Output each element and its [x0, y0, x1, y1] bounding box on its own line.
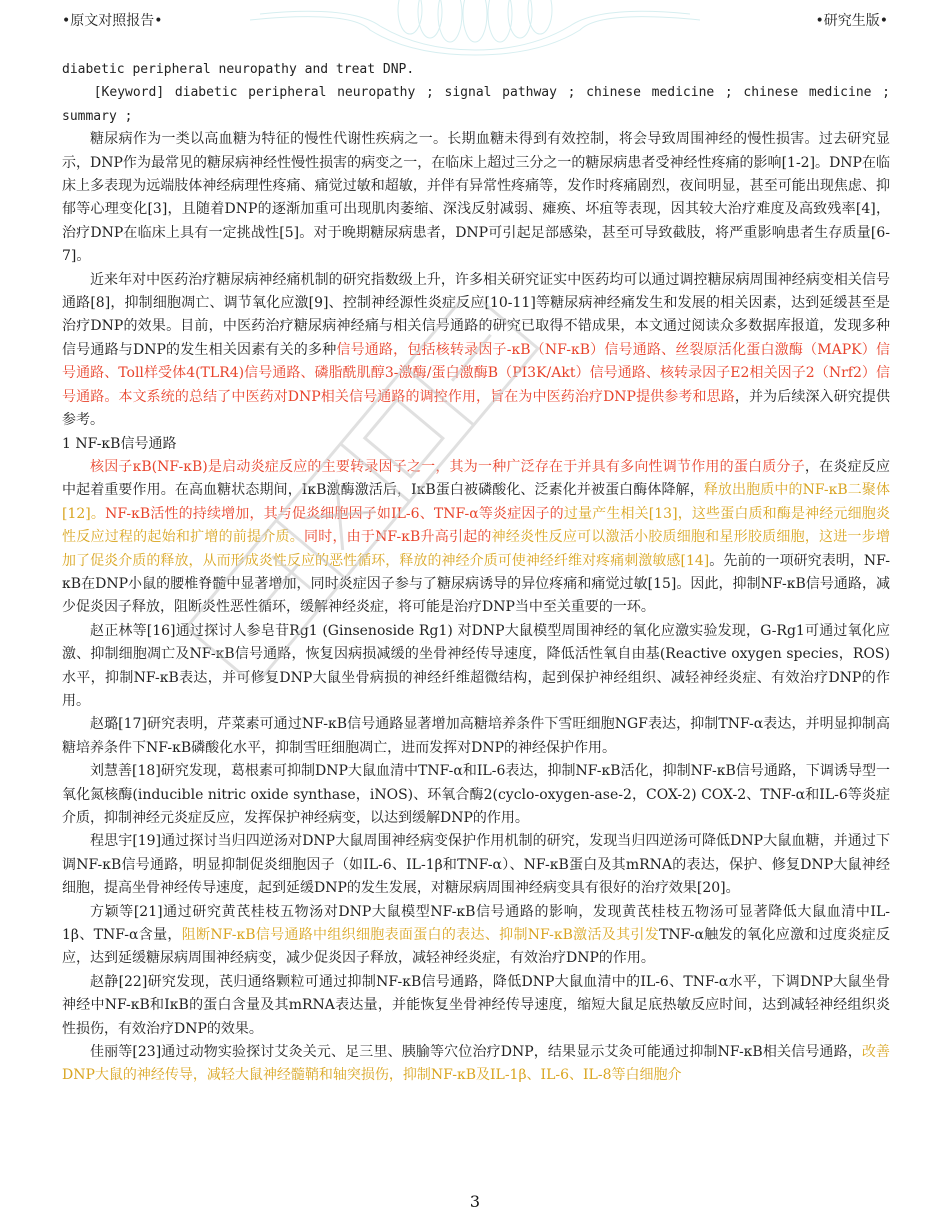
- text-highlight-yellow: 神经炎性反应可以激活小胶质细胞和星形胶质细胞，这进一步增加了促炎介质的释放，从而形成炎性反应的恶性循环，释放的神经介质可使神经纤维对疼痛刺激敏感[14]: [62, 529, 890, 569]
- text-highlight-yellow: 过量产生相关[13]，这些蛋白质和酶是神经元细胞炎性反应过程的起始和扩增的前提介质。: [62, 505, 890, 546]
- paragraph-ref19: 程思宇[19]通过探讨当归四逆汤对DNP大鼠周围神经病变保护作用机制的研究，发现当归四逆汤可降低DNP大鼠血糖，并通过下调NF-κB信号通路，明显抑制促炎细胞因子（如IL-6、IL-1β和TNF-α）、NF-κB蛋白及其mRNA的表达，保护、修复DNP大鼠神经细胞，提高坐骨神经传导速度，起到延缓DNP的发生发展，对糖尿病周围神经病变具有很好的治疗效果[20]。: [62, 833, 890, 897]
- text-highlight-red: 信号通路，包括核转录因子-κB（NF-κB）信号通路、丝裂原活化蛋白激酶（MAPK）信号通路、Toll样受体4(TLR4)信号通路、磷脂酰肌醇3-激酶/蛋白激酶B（PI3K/Akt）信号通路、核转录因子E2相关因子2（Nrf2）信号通路。本文系统的总结了中医药对DNP相关信号通路的调控作用，旨在为中医药治疗DNP提供参考和思路: [62, 341, 890, 405]
- paragraph-ref17: 赵璐[17]研究表明，芹菜素可通过NF-κB信号通路显著增加高糖培养条件下雪旺细胞NGF表达，抑制TNF-α表达，并明显抑制高糖培养条件下NF-κB磷酸化水平，抑制雪旺细胞凋亡，进而发挥对DNP的神经保护作用。: [62, 716, 890, 756]
- text-plain: 方颖等[21]通过研究黄芪桂枝五物汤对DNP大鼠模型NF-κB信号通路的影响，发现黄芪桂枝五物汤可显著降低大鼠血清中IL-1β、TNF-α含量，: [62, 903, 890, 944]
- paragraph-ref22: 赵静[22]研究发现，芪归通络颗粒可通过抑制NF-κB信号通路，降低DNP大鼠血清中的IL-6、TNF-α水平，下调DNP大鼠坐骨神经中NF-κB和IκB的蛋白含量及其mRNA表达量，并能恢复坐骨神经传导速度，缩短大鼠足底热敏反应时间，达到减轻神经组织炎性损伤，有效治疗DNP的效果。: [62, 973, 890, 1037]
- text-plain: 。先前的一项研究表明，NF-κB在DNP小鼠的腰椎脊髓中显著增加，同时炎症因子参与了糖尿病诱导的异位疼痛和痛觉过敏[15]。因此，抑制NF-κB信号通路，减少促炎因子释放，阻断炎性恶性循环，缓解神经炎症，将可能是治疗DNP当中至关重要的一环。: [62, 552, 890, 616]
- text-highlight-yellow: 阻断NF-κB信号通路中组织细胞表面蛋白的表达、抑制NF-κB激活及其引发: [181, 927, 660, 944]
- paragraph-ref21: [62, 901, 890, 971]
- paragraph-ref23: [62, 1041, 890, 1088]
- paragraph-ref16: 赵正林等[16]通过探讨人参皂苷Rg1 (Ginsenoside Rg1) 对DNP大鼠模型周围神经的氧化应激实验发现，G-Rg1可通过氧化应激、抑制细胞凋亡及NF-κB信号通路，恢复因病损减缓的坐骨神经传导速度，降低活性氧自由基(Reactive oxygen species，ROS)水平，抑制NF-κB表达，并可修复DNP大鼠坐骨病损的神经纤维超微结构，起到保护神经组织、减轻神经炎症、有效治疗DNP的作用。: [62, 622, 890, 709]
- document-body: [62, 58, 890, 1088]
- text-highlight-red: 同时，由于NF-κB升高引起的: [303, 529, 492, 546]
- abstract-tail: diabetic peripheral neuropathy and treat DNP.: [62, 62, 415, 77]
- text-highlight-yellow: 改善DNP大鼠的神经传导，减轻大鼠神经髓鞘和轴突损伤，抑制NF-κB及IL-1β、IL-6、IL-8等白细胞介: [62, 1044, 891, 1084]
- text-plain: 近来年对中医药治疗糖尿病神经痛机制的研究指数级上升，许多相关研究证实中医药均可以通过调控糖尿病周围神经病变相关信号通路[8]，抑制细胞凋亡、调节氧化应激[9]、控制神经源性炎症反应[10-11]等糖尿病神经痛发生和发展的相关因素，达到延缓甚至是治疗DNP的效果。目前，中医药治疗糖尿病神经痛与相关信号通路的研究已取得不错成果，本文通过阅读众多数据库报道，发现多种信号通路与DNP的发生相关因素有关的多种: [62, 271, 890, 358]
- paragraph-intro-1: 糖尿病作为一类以高血糖为特征的慢性代谢性疾病之一。长期血糖未得到有效控制，将会导致周围神经的慢性损害。过去研究显示，DNP作为最常见的糖尿病神经性慢性损害的病变之一，在临床上超过三分之一的糖尿病患者受神经性疼痛的影响[1-2]。DNP在临床上多表现为远端肢体神经病理性疼痛、痛觉过敏和超敏，并伴有异常性疼痛等，发作时疼痛剧烈，夜间明显，甚至可能出现焦虑、抑郁等心理变化[3]，且随着DNP的逐渐加重可出现肌肉萎缩、深浅反射减弱、瘫痪、坏疽等表现，因其较大治疗难度及高致残率[4]，治疗DNP在临床上具有一定挑战性[5]。对于晚期糖尿病患者，DNP可引起足部感染，甚至可导致截肢，将严重影响患者生存质量[6-7]。: [62, 131, 890, 265]
- section-heading: 1 NF-κB信号通路: [62, 435, 177, 452]
- header-decoration: [250, 0, 700, 60]
- text-highlight-red: NF-κB活性的持续增加，其与促炎细胞因子如IL-6、TNF-α等炎症因子的: [105, 505, 564, 522]
- paragraph-nfkb-intro: [62, 456, 890, 620]
- keywords-line: [Keyword] diabetic peripheral neuropathy ; signal pathway ; chinese medicine ; chinese medicine ; summary ;: [62, 85, 890, 124]
- text-plain: TNF-α触发的氧化应激和过度炎症反应，达到延缓糖尿病周围神经病变，减少促炎因子释放，减轻神经炎症，有效治疗DNP的作用。: [62, 927, 890, 967]
- header-right-label: •研究生版•: [815, 13, 888, 29]
- text-plain: ，并为后续深入研究提供参考。: [62, 388, 891, 429]
- page-number: 3: [469, 1192, 481, 1211]
- text-highlight-red: 核因子κB(NF-κB)是启动炎症反应的主要转录因子之一，其为一种广泛存在于并具有多向性调节作用的蛋白质分子: [90, 458, 805, 475]
- text-plain: ，在炎症反应中起着重要作用。在高血糖状态期间，IκB激酶激活后，IκB蛋白被磷酸化、泛素化并被蛋白酶体降解，: [62, 458, 890, 499]
- paragraph-ref18: 刘慧善[18]研究发现，葛根素可抑制DNP大鼠血清中TNF-α和IL-6表达，抑制NF-κB活化，抑制NF-κB信号通路，下调诱导型一氧化氮核酶(inducible nitric oxide synthase，iNOS)、环氧合酶2(cyclo-oxygen-ase-2，COX-2) COX-2、TNF-α和IL-6等炎症介质，抑制神经元炎症反应，发挥保护神经病变，以达到缓解DNP的作用。: [62, 763, 890, 826]
- text-plain: 佳丽等[23]通过动物实验探讨艾灸关元、足三里、胰腧等穴位治疗DNP，结果显示艾灸可能通过抑制NF-κB相关信号通路，: [90, 1044, 862, 1061]
- paragraph-intro-2: [62, 269, 890, 433]
- text-highlight-yellow: 释放出胞质中的NF-κB二聚体[12]。: [62, 482, 890, 522]
- header-left-label: •原文对照报告•: [62, 13, 163, 29]
